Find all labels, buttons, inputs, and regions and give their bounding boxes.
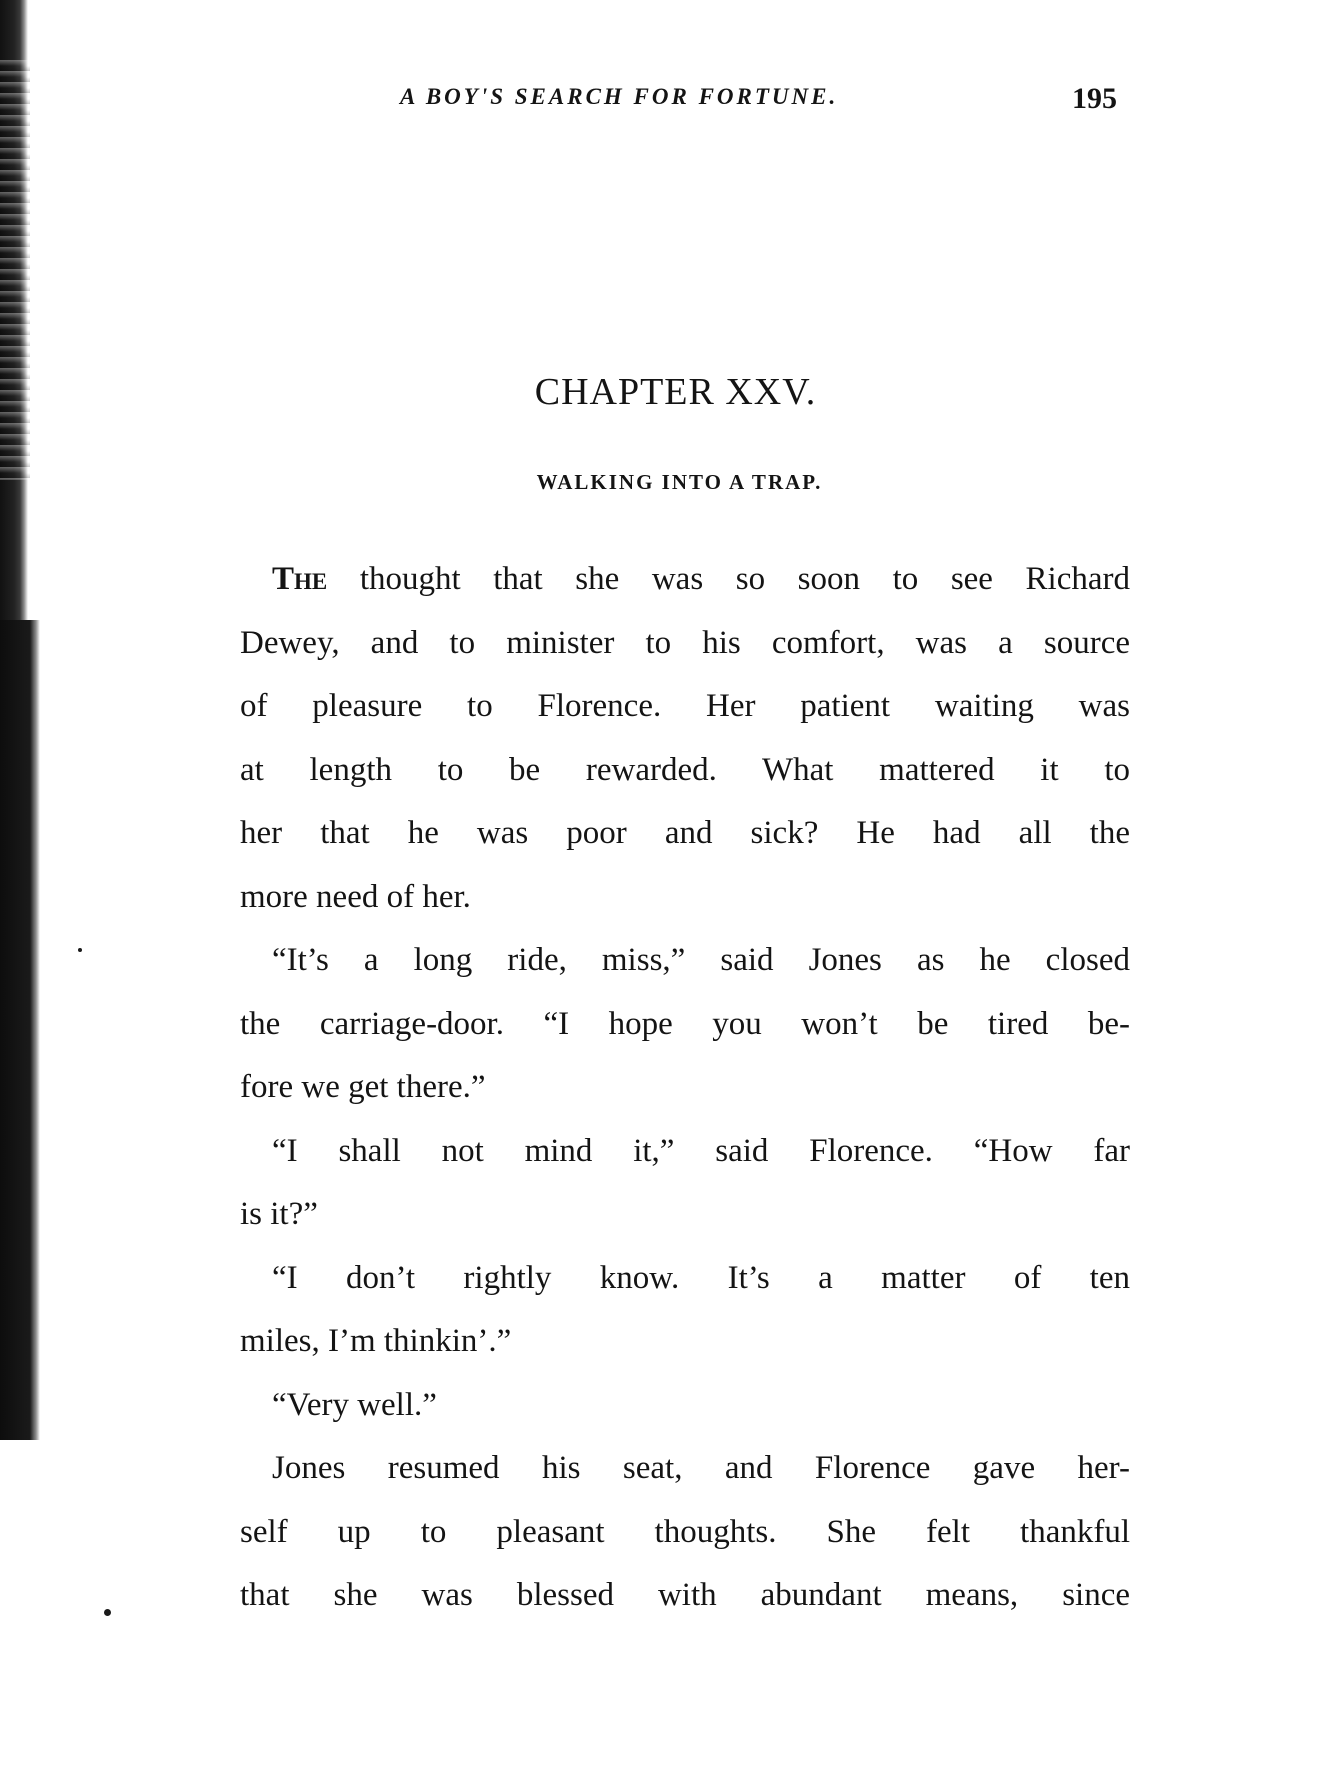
text-line: Jones resumed his seat, and Florence gave her- xyxy=(272,1450,1130,1486)
text-line xyxy=(240,548,1130,612)
chapter-title: CHAPTER XXV. xyxy=(534,371,817,413)
opening-word: The xyxy=(272,561,328,597)
text-line: more need of her. xyxy=(240,878,471,915)
text-line: self up to pleasant thoughts. She felt thankful xyxy=(240,1513,1130,1550)
binding-edge xyxy=(0,0,28,1440)
text-line: “It’s a long ride, miss,” said Jones as he closed xyxy=(272,942,1130,978)
text-line: miles, I’m thinkin’.” xyxy=(240,1323,512,1359)
text-line: her that he was poor and sick? He had all the xyxy=(240,815,1130,851)
running-head xyxy=(240,82,1140,122)
scan-speck xyxy=(104,1609,111,1616)
text-line: “I shall not mind it,” said Florence. “How far xyxy=(272,1132,1130,1169)
scan-speck xyxy=(78,948,82,952)
text-line: fore we get there.” xyxy=(240,1069,486,1105)
text-line: at length to be rewarded. What mattered it to xyxy=(240,751,1130,788)
running-title: A BOY'S SEARCH FOR FORTUNE. xyxy=(400,84,839,109)
text-line: Dewey, and to minister to his comfort, was a source xyxy=(240,624,1130,661)
text-line: “I don’t rightly know. It’s a matter of ten xyxy=(272,1259,1130,1296)
body-text xyxy=(240,548,1130,1628)
text-line: of pleasure to Florence. Her patient waiting was xyxy=(240,688,1130,724)
chapter-subtitle: WALKING INTO A TRAP. xyxy=(536,470,823,494)
page-number: 195 xyxy=(1072,82,1117,115)
text-line-content: thought that she was so soon to see Richard xyxy=(327,561,1130,597)
text-line: is it?” xyxy=(240,1196,318,1232)
text-line: the carriage-door. “I hope you won’t be tired be- xyxy=(240,1005,1130,1042)
text-line: “Very well.” xyxy=(272,1386,437,1423)
text-line: that she was blessed with abundant means, since xyxy=(240,1577,1130,1613)
